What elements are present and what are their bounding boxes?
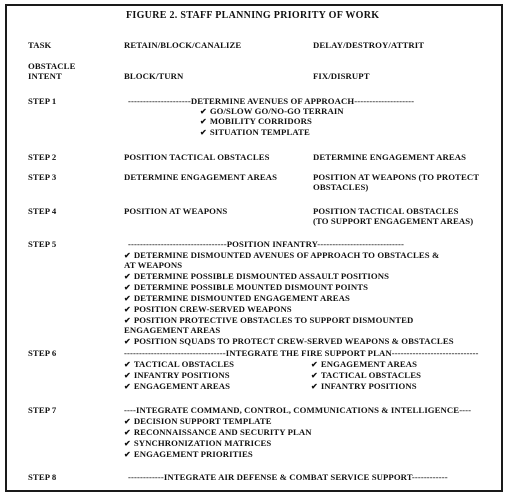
task-column-a: RETAIN/BLOCK/CANALIZE bbox=[124, 40, 242, 50]
step2-label: STEP 2 bbox=[28, 152, 57, 162]
intent-label-line2: INTENT bbox=[28, 71, 62, 81]
step6-left-item: ✔ TACTICAL OBSTACLES bbox=[124, 359, 234, 370]
step5-item: ✔ DETERMINE POSSIBLE MOUNTED DISMOUNT POINTS bbox=[124, 282, 368, 293]
step8-label: STEP 8 bbox=[28, 472, 57, 482]
step5-item: ✔ POSITION CREW-SERVED WEAPONS bbox=[124, 304, 292, 315]
step5-item: ✔ DETERMINE POSSIBLE DISMOUNTED ASSAULT POSITIONS bbox=[124, 271, 389, 282]
step5-label: STEP 5 bbox=[28, 239, 57, 249]
step6-left-item: ✔ INFANTRY POSITIONS bbox=[124, 370, 230, 381]
step8-heading: ------------INTEGRATE AIR DEFENSE & COMBAT SERVICE SUPPORT------------ bbox=[128, 472, 448, 482]
step5-item-continuation: AT WEAPONS bbox=[124, 260, 183, 270]
step4-column-a: POSITION AT WEAPONS bbox=[124, 206, 228, 216]
step2-column-a: POSITION TACTICAL OBSTACLES bbox=[124, 152, 270, 162]
step2-column-b: DETERMINE ENGAGEMENT AREAS bbox=[313, 152, 467, 162]
intent-column-b: FIX/DISRUPT bbox=[313, 71, 370, 81]
step7-item: ✔ DECISION SUPPORT TEMPLATE bbox=[124, 416, 272, 427]
step3-column-b-line2: OBSTACLES) bbox=[313, 182, 369, 192]
step4-label: STEP 4 bbox=[28, 206, 57, 216]
step3-column-b-line1: POSITION AT WEAPONS (TO PROTECT bbox=[313, 172, 480, 182]
step7-item: ✔ RECONNAISSANCE AND SECURITY PLAN bbox=[124, 427, 312, 438]
step5-item: ✔ POSITION PROTECTIVE OBSTACLES TO SUPPORT DISMOUNTED bbox=[124, 315, 413, 326]
step6-right-item: ✔ INFANTRY POSITIONS bbox=[311, 381, 417, 392]
step6-right-item: ✔ TACTICAL OBSTACLES bbox=[311, 370, 421, 381]
step1-item: ✔ GO/SLOW GO/NO-GO TERRAIN bbox=[200, 106, 344, 117]
step1-item: ✔ SITUATION TEMPLATE bbox=[200, 127, 310, 138]
step7-item: ✔ SYNCHRONIZATION MATRICES bbox=[124, 438, 271, 449]
step6-label: STEP 6 bbox=[28, 348, 57, 358]
step6-heading: ----------------------------------INTEGRATE THE FIRE SUPPORT PLAN----------------------------- bbox=[124, 348, 479, 358]
step5-heading: ---------------------------------POSITION INFANTRY----------------------------- bbox=[128, 239, 405, 249]
step7-label: STEP 7 bbox=[28, 405, 57, 415]
step7-heading: ----INTEGRATE COMMAND, CONTROL, COMMUNICATIONS & INTELLIGENCE---- bbox=[124, 405, 472, 415]
figure-title: FIGURE 2. STAFF PLANNING PRIORITY OF WORK bbox=[126, 10, 380, 21]
step4-column-b-line1: POSITION TACTICAL OBSTACLES bbox=[313, 206, 459, 216]
intent-column-a: BLOCK/TURN bbox=[124, 71, 184, 81]
step6-right-item: ✔ ENGAGEMENT AREAS bbox=[311, 359, 417, 370]
step7-item: ✔ ENGAGEMENT PRIORITIES bbox=[124, 449, 253, 460]
step5-item: ✔ DETERMINE DISMOUNTED AVENUES OF APPROACH TO OBSTACLES & bbox=[124, 250, 439, 261]
step5-item-continuation: ENGAGEMENT AREAS bbox=[124, 325, 221, 335]
step5-item: ✔ POSITION SQUADS TO PROTECT CREW-SERVED WEAPONS & OBSTACLES bbox=[124, 336, 454, 347]
step6-left-item: ✔ ENGAGEMENT AREAS bbox=[124, 381, 230, 392]
intent-label-line1: OBSTACLE bbox=[28, 61, 76, 71]
step4-column-b-line2: (TO SUPPORT ENGAGEMENT AREAS) bbox=[313, 216, 474, 226]
step1-label: STEP 1 bbox=[28, 96, 57, 106]
step1-heading: ---------------------DETERMINE AVENUES OF APPROACH-------------------- bbox=[128, 96, 415, 106]
task-column-b: DELAY/DESTROY/ATTRIT bbox=[313, 40, 425, 50]
task-label: TASK bbox=[28, 40, 52, 50]
step3-label: STEP 3 bbox=[28, 172, 57, 182]
step3-column-a: DETERMINE ENGAGEMENT AREAS bbox=[124, 172, 278, 182]
step5-item: ✔ DETERMINE DISMOUNTED ENGAGEMENT AREAS bbox=[124, 293, 350, 304]
step1-item: ✔ MOBILITY CORRIDORS bbox=[200, 116, 312, 127]
